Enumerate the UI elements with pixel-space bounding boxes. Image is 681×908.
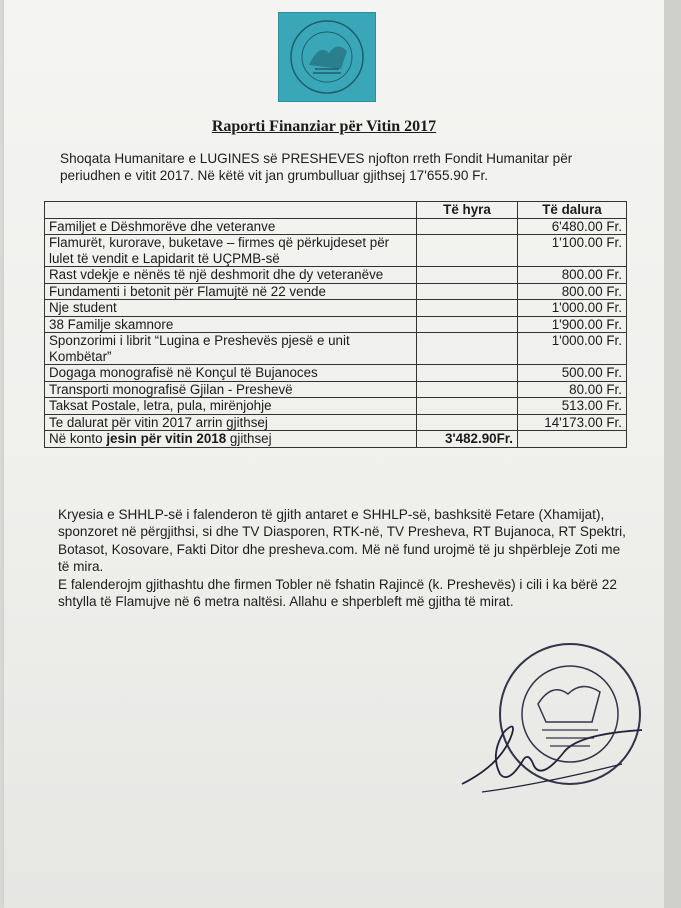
row-description: 38 Familje skamnore [45, 316, 417, 333]
table-row [45, 218, 627, 235]
header-description [45, 202, 417, 219]
row-income [417, 398, 518, 415]
row-income [417, 365, 518, 382]
table-row [45, 381, 627, 398]
logo-emblem-icon [279, 13, 375, 101]
balance-label-start: Në konto [49, 431, 107, 446]
balance-label-bold: jesin për vitin 2018 [106, 431, 227, 446]
stamp-signature-icon [442, 634, 652, 804]
row-income [417, 267, 518, 284]
row-expense: 513.00 Fr. [518, 398, 627, 415]
row-income [417, 300, 518, 317]
row-description: Taksat Postale, letra, pula, mirënjohje [45, 398, 417, 415]
row-description: Te dalurat për vitin 2017 arrin gjithsej [45, 414, 417, 431]
row-expense: 1'100.00 Fr. [518, 235, 627, 267]
row-income [417, 283, 518, 300]
row-income [417, 235, 518, 267]
row-expense: 500.00 Fr. [518, 365, 627, 382]
row-expense: 1'000.00 Fr. [518, 333, 627, 365]
row-expense: 800.00 Fr. [518, 283, 627, 300]
row-income [417, 218, 518, 235]
table-row [45, 398, 627, 415]
row-description: Nje student [45, 300, 417, 317]
row-income [417, 333, 518, 365]
document-page [4, 0, 664, 908]
row-expense: 6'480.00 Fr. [518, 218, 627, 235]
balance-amount: 3'482.90Fr. [417, 431, 518, 448]
table-row [45, 300, 627, 317]
row-income [417, 316, 518, 333]
table-header-row [45, 202, 627, 219]
row-expense: 14'173.00 Fr. [518, 414, 627, 431]
table-row [45, 235, 627, 267]
row-description: Rast vdekje e nënës të një deshmorit dhe dy veteranëve [45, 267, 417, 284]
row-description: Familjet e Dëshmorëve dhe veteranve [45, 218, 417, 235]
intro-paragraph: Shoqata Humanitare e LUGINES së PRESHEVES njofton rreth Fondit Humanitar për periudhen e vitit 2017. Në këtë vit jan grumbulluar gjithsej 17'655.90 Fr. [60, 151, 573, 183]
header-expenses: Të dalura [518, 202, 627, 219]
report-title: Raporti Finanziar për Vitin 2017 [211, 118, 437, 135]
row-description [45, 431, 417, 448]
organization-stamp [442, 634, 652, 804]
row-description: Dogaga monografisë në Konçul të Bujanoces [45, 365, 417, 382]
row-expense: 1'900.00 Fr. [518, 316, 627, 333]
row-income [417, 381, 518, 398]
row-description: Flamurët, kurorave, buketave – firmes që përkujdeset për lulet të vendit e Lapidarit të UÇPMB-së [45, 235, 417, 267]
table-row [45, 365, 627, 382]
row-expense: 800.00 Fr. [518, 267, 627, 284]
table-row [45, 333, 627, 365]
header-income: Të hyra [417, 202, 518, 219]
table-row [45, 316, 627, 333]
row-expense [518, 431, 627, 448]
table-row [45, 283, 627, 300]
organization-logo [278, 12, 376, 102]
row-income [417, 414, 518, 431]
row-expense: 1'000.00 Fr. [518, 300, 627, 317]
row-description: Fundamenti i betonit për Flamujtë në 22 vende [45, 283, 417, 300]
table-row [45, 414, 627, 431]
row-description: Sponzorimi i librit “Lugina e Preshevës pjesë e unit Kombëtar” [45, 333, 417, 365]
balance-label-end: gjithsej [226, 431, 272, 446]
table-row-balance [45, 431, 627, 448]
thanks-paragraph: Kryesia e SHHLP-së i falenderon të gjith antaret e SHHLP-së, bashksitë Fetare (Xhamijat), sponzoret në përgjithsi, si dhe TV Diasporen, RTK-në, TV Presheva, RT Bujanoca, RT Spektri, Botasot, Kosovare, Fakti Ditor dhe presheva.com. Më në fund urojmë të ju shpërbleje Zoti me të mira. [58, 507, 626, 575]
table-row [45, 267, 627, 284]
thanks-paragraph-2: E falenderojm gjithashtu dhe firmen Tobler në fshatin Rajincë (k. Preshevës) i cili i ka bërë 22 shtylla të Flamujve në 6 metra naltësi. Allahu e shperbleft më gjitha të mirat. [58, 576, 617, 610]
financial-table [44, 201, 627, 448]
row-description: Transporti monografisë Gjilan - Preshevë [45, 381, 417, 398]
background-edge [664, 0, 681, 908]
row-expense: 80.00 Fr. [518, 381, 627, 398]
closing-text [58, 506, 628, 610]
